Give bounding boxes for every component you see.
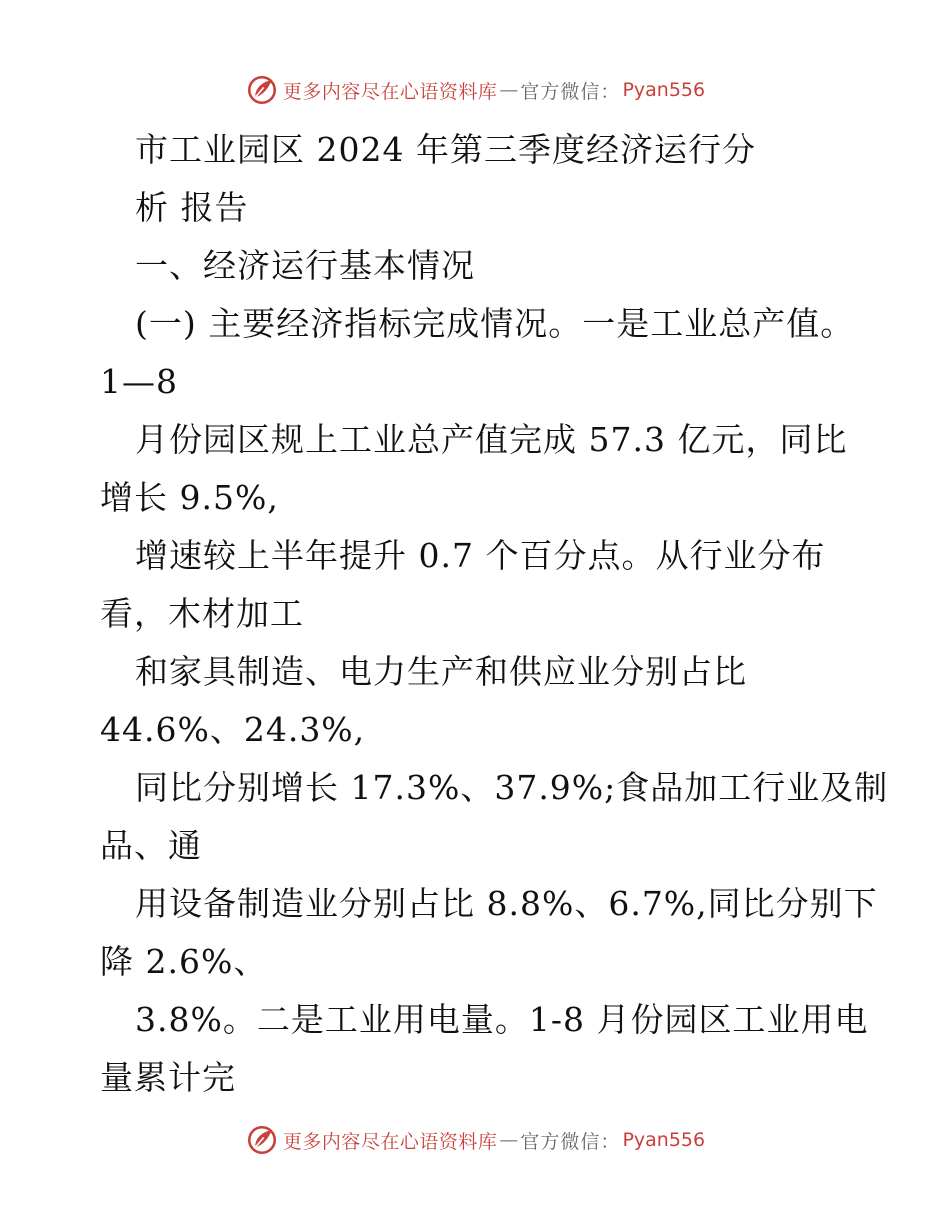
paragraph-line: 用设备制造业分别占比 8.8%、6.7%,同比分别下 (135, 884, 878, 923)
watermark-separator: — (499, 1129, 519, 1151)
paragraph-line: 和家具制造、电力生产和供应业分别占比 (135, 652, 747, 691)
watermark-tagline: 更多内容尽在心语资料库 (282, 1130, 498, 1153)
paragraph-line: 看，木材加工 (100, 594, 304, 633)
watermark-wechat-id: Pyan556 (622, 79, 706, 101)
paragraph-line: (一) 主要经济指标完成情况。一是工业总产值。 (135, 304, 855, 343)
paragraph-line: 1—8 (100, 362, 178, 401)
watermark-official: 官方微信： (520, 1130, 621, 1153)
paragraph-line: 降 2.6%、 (100, 942, 268, 981)
section-heading: 一、经济运行基本情况 (135, 246, 475, 285)
paragraph-line: 增速较上半年提升 0.7 个百分点。从行业分布 (135, 536, 826, 575)
paragraph-line: 同比分别增长 17.3%、37.9%;食品加工行业及制 (135, 768, 889, 807)
leaf-logo-icon (245, 1123, 279, 1157)
paragraph-line: 量累计完 (100, 1058, 236, 1097)
paragraph-line: 增长 9.5%, (100, 478, 279, 517)
header-watermark (0, 70, 950, 110)
watermark-wechat-id: Pyan556 (622, 1129, 706, 1151)
watermark-official: 官方微信： (520, 80, 621, 103)
footer-watermark (0, 1120, 950, 1160)
paragraph-line: 44.6%、24.3%, (100, 710, 366, 749)
paragraph-line: 品、通 (100, 826, 202, 865)
leaf-logo-icon (245, 73, 279, 107)
paragraph-line: 月份园区规上工业总产值完成 57.3 亿元，同比 (135, 420, 848, 459)
watermark-tagline: 更多内容尽在心语资料库 (282, 80, 498, 103)
document-title-line-2: 析 报告 (135, 188, 249, 227)
document-title-line-1: 市工业园区 2024 年第三季度经济运行分 (135, 130, 756, 169)
paragraph-line: 3.8%。二是工业用电量。1-8 月份园区工业用电 (135, 1000, 869, 1039)
watermark-separator: — (499, 79, 519, 101)
